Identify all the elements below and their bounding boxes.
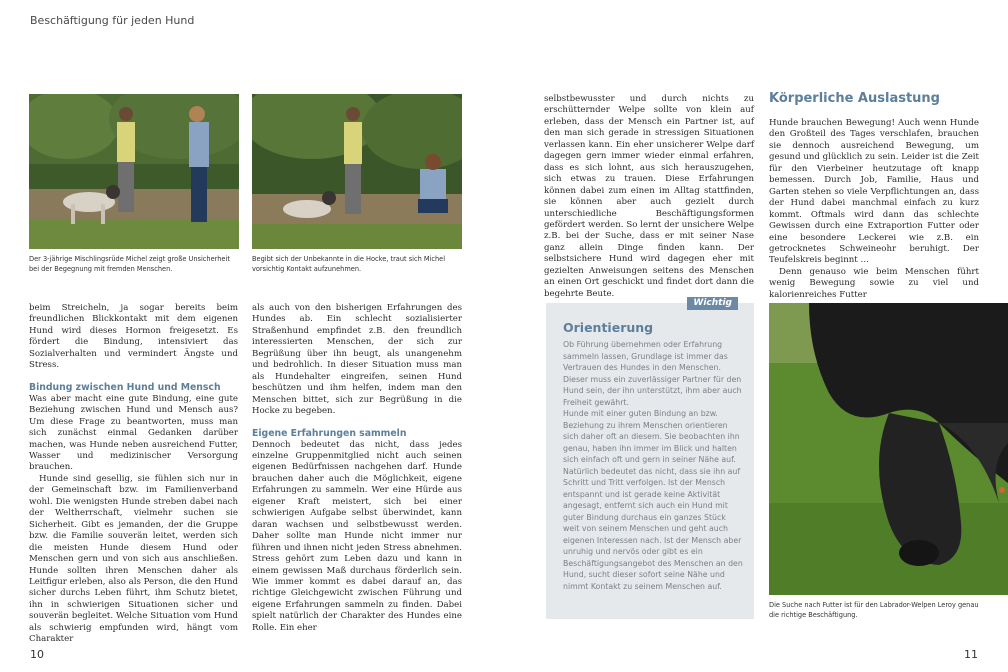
photo3-caption: Die Suche nach Futter ist für den Labrador-Welpen Leroy genau die richtige Beschäftigung. xyxy=(769,601,979,619)
right-column-2 xyxy=(769,118,979,301)
paragraph: als auch von den bisherigen Erfahrungen des Hundes ab. Ein schlecht sozialisierter Straßenhund empfindet z.B. den freundlich interessierten Menschen, der sich zur Begrüßung über ihn beugt, als unangenehm und bedrohlich. In dieser Situation muss man als Hundehalter eingreifen, seinen Hund beschützen und ihm helfen, indem man den Menschen bittet, sich zur Begrüßung in die Hocke zu begeben. xyxy=(252,303,462,417)
paragraph: Was aber macht eine gute Bindung, eine gute Beziehung zwischen Hund und Mensch aus? Um diese Frage zu beantworten, muss man sich zunächst einmal Gedanken darüber machen, was Hunde neben ausreichend Futter, Wasser und medizinischer Versorgung brauchen. xyxy=(29,393,238,473)
info-body xyxy=(563,339,743,592)
right-column-1 xyxy=(544,94,754,300)
photo-dog-meeting-stranger xyxy=(29,94,239,249)
left-column-2 xyxy=(252,303,462,634)
photo-labrador-puppy xyxy=(769,303,1008,595)
running-header: Beschäftigung für jeden Hund xyxy=(30,14,195,27)
info-tag: Wichtig xyxy=(687,297,738,310)
page-number-right: 11 xyxy=(964,648,978,661)
subheading-erfahrungen: Eigene Erfahrungen sammeln xyxy=(252,427,407,439)
photo2-caption: Begibt sich der Unbekannte in die Hocke, traut sich Michel vorsichtig Kontakt aufzunehmen. xyxy=(252,255,446,273)
paragraph: Hunde brauchen Bewegung! Auch wenn Hunde den Großteil des Tages verschlafen, brauchen sie dennoch ausreichend Bewegung, um gesund und glücklich zu sein. Leider ist die Zeit für den Vierbeiner heutzutage oft knapp bemessen. Durch Job, Familie, Haus und Garten stehen so viele Verpflichtungen an, dass der Hund dabei manchmal einfach zu kurz kommt. Oftmals wird dann das schlechte Gewissen durch eine Extraportion Futter oder eine besondere Leckerei wie z.B. ein getrocknetes Schweineohr beruhigt. Der Teufelskreis beginnt … xyxy=(769,118,979,266)
info-title: Orientierung xyxy=(563,320,654,335)
paragraph: Dennoch bedeutet das nicht, dass jedes einzelne Gruppenmitglied nicht auch seinen eigenen Bedürfnissen nachgehen darf. Hunde brauchen daher auch die Möglichkeit, eigene Erfahrungen zu sammeln. Wer eine Hürde aus eigener Kraft meistert, sich bei einer schwierigen Aufgabe selbst überwindet, kann daran wachsen und selbstbewusst werden. Daher sollte man Hunde nicht immer nur führen und ihnen nicht jeden Stress abnehmen. Stress gehört zum Leben dazu und kann in einem gewissen Maß durchaus förderlich sein. Wie immer kommt es dabei darauf an, das richtige Gleichgewicht zwischen Führung und eigene Erfahrungen sammeln zu finden. Dabei spielt natürlich der Charakter des Hundes eine Rolle. Ein eher xyxy=(252,439,462,633)
photo-stranger-crouching xyxy=(252,94,462,249)
heading-koerperliche-auslastung: Körperliche Auslastung xyxy=(769,91,940,106)
subheading-bindung: Bindung zwischen Hund und Mensch xyxy=(29,381,221,393)
page-number-left: 10 xyxy=(30,648,44,661)
paragraph: beim Streicheln, ja sogar bereits beim freundlichen Blickkontakt mit dem eigenen Hund wird dieses Hormon freigesetzt. Es fördert die Bindung, intensiviert das Sozialverhalten und vermindert Ängste und Stress. xyxy=(29,303,238,371)
photo1-caption: Der 3-jährige Mischlingsrüde Michel zeigt große Unsicherheit bei der Begegnung mit fremden Menschen. xyxy=(29,255,230,273)
left-column-1 xyxy=(29,303,238,646)
paragraph: Denn genauso wie beim Menschen führt wenig Bewegung sowie zu viel und kalorienreiches Futter xyxy=(769,266,979,300)
paragraph: Hunde sind gesellig, sie fühlen sich nur in der Gemeinschaft bzw. im Familienverband wohl. Die wenigsten Hunde streben dabei nach der Weltherrschaft, vielmehr suchen sie Sicherheit. Gibt es jemanden, der die Gruppe bzw. die Familie souverän leitet, werden sich die meisten Hunde diesem Hund oder Menschen gern und von sich aus anschließen. Hunde sollten ihren Menschen daher als Leitfigur erleben, also als Person, die den Hund sicher durchs Leben führt, ihm Schutz bietet, ihn in schwierigen Situationen sicher und souverän begleitet. Welche Situation vom Hund als schwierig empfunden wird, hängt vom Charakter xyxy=(29,473,238,645)
paragraph: Hunde mit einer guten Bindung an bzw. Beziehung zu ihrem Menschen orientieren sich daher oft an diesem. Sie beobachten ihn genau, haben ihn immer im Blick und halten sich einfach oft und gern in seiner Nähe auf. Natürlich bedeutet das nicht, dass sie ihn auf Schritt und Tritt verfolgen. Ist der Mensch entspannt und ist gerade keine Aktivität angesagt, entfernt sich auch ein Hund mit guter Bindung durchaus ein ganzes Stück weit von seinem Menschen und geht auch eigenen Interessen nach. Ist der Mensch aber unruhig und nervös oder gibt es ein Beschäftigungsangebot des Menschen an den Hund, sucht dieser sofort seine Nähe und nimmt Kontakt zu seinem Menschen auf. xyxy=(563,409,743,591)
paragraph: Ob Führung übernehmen oder Erfahrung sammeln lassen, Grundlage ist immer das Vertrauen des Hundes in den Menschen. Dieser muss ein zuverlässiger Partner für den Hund sein, der ihn unterstützt, ihm aber auch Freiheit gewährt. xyxy=(563,340,742,407)
paragraph: selbstbewusster und durch nichts zu erschütternder Welpe sollte von klein auf erleben, dass der Mensch ein Partner ist, auf den man sich gerade in stressigen Situationen verlassen kann. Ein eher unsicherer Welpe darf dagegen gern immer wieder einmal erfahren, dass es sich lohnt, aus sich herauszugehen, sich etwas zu trauen. Diese Erfahrungen können dabei zum einen im Alltag stattfinden, sie können aber auch gezielt durch unterschiedliche Beschäftigungsformen gefördert werden. So lernt der unsichere Welpe z.B. bei der Suche, dass er mit seiner Nase ganz allein Dinge finden kann. Der selbstsichere Hund wird dagegen eher mit gezielten Anweisungen seitens des Menschen an einen Ort geschickt und findet dort dann die begehrte Beute. xyxy=(544,94,754,299)
info-box-orientierung xyxy=(546,298,754,619)
